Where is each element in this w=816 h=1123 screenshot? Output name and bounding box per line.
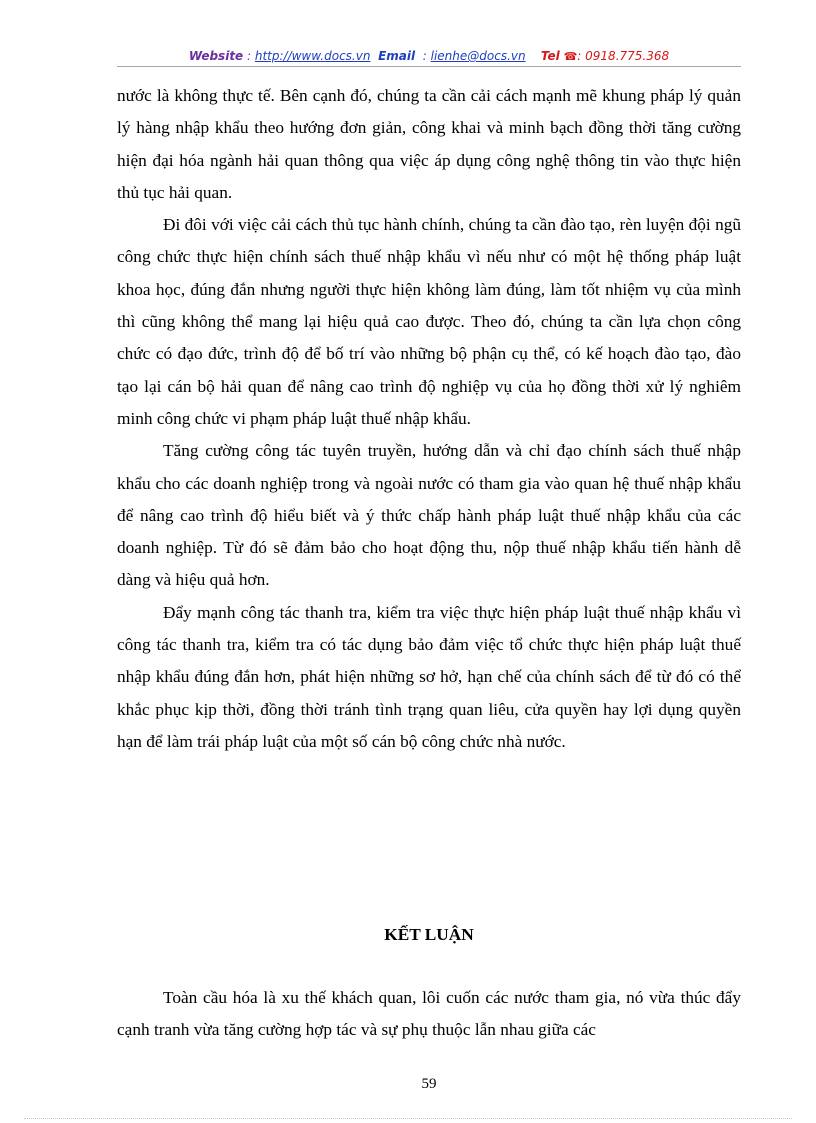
tel-value: : 0918.775.368: [577, 49, 670, 63]
email-colon: :: [418, 49, 431, 63]
website-label: Website: [188, 49, 244, 63]
paragraph-3: Tăng cường công tác tuyên truyền, hướng dẫn và chỉ đạo chính sách thuế nhập khẩu cho các doanh nghiệp trong và ngoài nước có tham gia vào quan hệ thuế nhập khẩu để nâng cao trình độ hiểu biết và ý thức chấp hành pháp luật thuế nhập khẩu của các doanh nghiệp. Từ đó sẽ đảm bảo cho hoạt động thu, nộp thuế nhập khẩu tiến hành dễ dàng và hiệu quả hơn.: [117, 441, 741, 590]
page-bottom-border: [24, 1118, 792, 1119]
header-rule: [117, 66, 741, 67]
conclusion-body: [117, 982, 741, 1047]
conclusion-paragraph: Toàn cầu hóa là xu thế khách quan, lôi cuốn các nước tham gia, nó vừa thúc đẩy cạnh tranh vừa tăng cường hợp tác và sự phụ thuộc lẫn nhau giữa các: [117, 988, 741, 1040]
conclusion-heading: KẾT LUẬN: [384, 925, 474, 944]
paragraph-1: nước là không thực tế. Bên cạnh đó, chúng ta cần cải cách mạnh mẽ khung pháp lý quản lý hàng nhập khẩu theo hướng đơn giản, công khai và minh bạch đồng thời tăng cường hiện đại hóa ngành hải quan thông qua việc áp dụng công nghệ thông tin vào thực hiện thủ tục hải quan.: [117, 86, 741, 202]
phone-icon: ☎: [563, 50, 578, 63]
document-body: [117, 80, 741, 758]
email-link[interactable]: lienhe@docs.vn: [430, 49, 526, 63]
page-number: 59: [421, 1076, 437, 1092]
website-colon: :: [243, 49, 255, 63]
page-header: [117, 47, 741, 67]
paragraph-2: Đi đôi với việc cải cách thủ tục hành chính, chúng ta cần đào tạo, rèn luyện đội ngũ công chức thực hiện chính sách thuế nhập khẩu vì nếu như có một hệ thống pháp luật khoa học, đúng đắn nhưng người thực hiện không làm đúng, làm tốt nhiệm vụ của mình thì cũng không thể mang lại hiệu quả cao được. Theo đó, chúng ta cần lựa chọn công chức có đạo đức, trình độ để bố trí vào những bộ phận cụ thể, có kế hoạch đào tạo, đào tạo lại cán bộ hải quan để nâng cao trình độ nghiệp vụ của họ đồng thời xử lý nghiêm minh công chức vi phạm pháp luật thuế nhập khẩu.: [117, 215, 741, 428]
email-label: Email: [378, 49, 416, 63]
tel-label: Tel: [540, 49, 560, 63]
website-link[interactable]: http://www.docs.vn: [254, 49, 371, 63]
paragraph-4: Đẩy mạnh công tác thanh tra, kiểm tra việc thực hiện pháp luật thuế nhập khẩu vì công tác thanh tra, kiểm tra có tác dụng bảo đảm việc tổ chức thực hiện pháp luật thuế nhập khẩu đúng đắn hơn, phát hiện những sơ hở, hạn chế của chính sách để từ đó có thể khắc phục kịp thời, đồng thời tránh tình trạng quan liêu, cửa quyền hay lợi dụng quyền hạn để làm trái pháp luật của một số cán bộ công chức nhà nước.: [117, 602, 741, 751]
